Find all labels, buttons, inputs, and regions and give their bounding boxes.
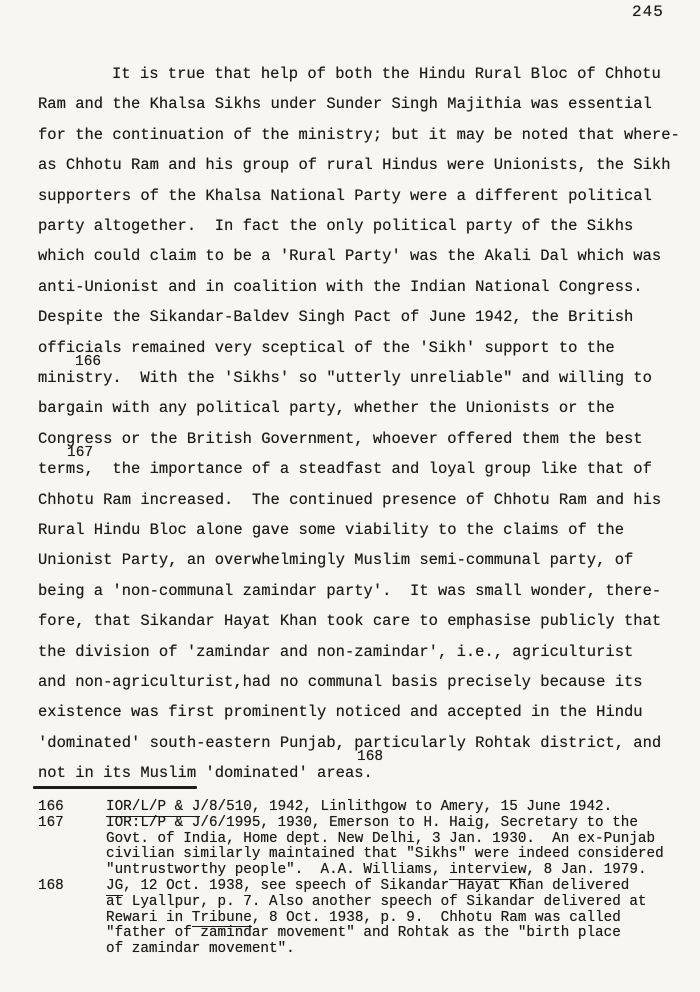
body-line — [38, 277, 643, 297]
footnote-line — [38, 942, 295, 957]
underlined-citation: interview — [449, 862, 527, 879]
footnote-line — [38, 911, 621, 926]
body-line-text: 'dominated' south-eastern Punjab, particularly Rohtak district, and — [38, 733, 662, 752]
footnote-line — [38, 847, 664, 862]
footnote-number: 168 — [38, 878, 64, 894]
footnote-line — [38, 863, 647, 878]
body-line — [112, 64, 661, 84]
body-line — [38, 550, 633, 570]
body-line-text: supporters of the Khalsa National Party were a different political — [38, 186, 652, 205]
body-line — [38, 581, 661, 601]
body-line-text: Despite the Sikandar-Baldev Singh Pact of June 1942, the British — [38, 308, 634, 327]
footnote-text: at Lyallpur, p. 7. Also another speech of Sikandar delivered at — [106, 893, 647, 910]
body-line — [38, 749, 384, 783]
footnote-number: 166 — [38, 799, 64, 815]
body-line — [38, 338, 615, 358]
body-line-text: It is true that help of both the Hindu Rural Bloc of Chhotu — [112, 65, 661, 83]
footnote-text: of zamindar movement". — [106, 941, 295, 958]
footnote-line — [38, 926, 621, 941]
body-line — [38, 354, 652, 388]
body-line-text: terms, the importance of a steadfast and loyal group like that of — [38, 460, 652, 479]
body-line-text: bargain with any political party, whether the Unionists or the — [38, 399, 615, 418]
body-line-text: being a 'non-communal zamindar party'. It was small wonder, there- — [38, 581, 662, 600]
body-line — [38, 520, 624, 540]
body-line — [38, 216, 633, 236]
footnote-separator-line — [33, 786, 197, 789]
body-line — [38, 672, 643, 692]
body-line-text: fore, that Sikandar Hayat Khan took care to emphasise publicly that — [38, 612, 662, 631]
body-line — [38, 490, 661, 510]
underlined-citation: IOR/L/P & J — [106, 799, 201, 815]
body-line-text: party altogether. In fact the only political party of the Sikhs — [38, 217, 634, 235]
body-line-text: Rural Hindu Bloc alone gave some viability to the claims of the — [38, 521, 624, 539]
body-line-text: anti-Unionist and in coalition with the Indian National Congress. — [38, 277, 643, 296]
body-line — [38, 429, 643, 449]
body-line — [38, 94, 652, 114]
body-line — [38, 702, 643, 722]
footnote-text: civilian similarly maintained that "Sikhs" were indeed considered — [106, 846, 664, 863]
page-number: 245 — [632, 3, 664, 21]
footnote-line — [38, 816, 638, 831]
body-line — [38, 307, 633, 327]
footnote-number: 167 — [38, 814, 64, 831]
underlined-citation: JG — [106, 878, 124, 894]
body-line — [38, 155, 671, 175]
body-line — [38, 642, 633, 662]
footnote-marker: 168 — [357, 749, 384, 766]
body-line-text: Chhotu Ram increased. The continued presence of Chhotu Ram and his — [38, 490, 662, 509]
body-line-text: Unionist Party, an overwhelmingly Muslim semi-communal party, of — [38, 551, 634, 570]
body-line — [38, 398, 615, 418]
body-line-text: Congress or the British Government, whoever offered them the best — [38, 429, 643, 448]
body-line-text: the division of 'zamindar and non-zamindar', i.e., agriculturist — [38, 642, 634, 661]
body-line-text: Ram and the Khalsa Sikhs under Sunder Singh Majithia was essential — [38, 95, 652, 114]
body-line — [38, 186, 652, 206]
footnote-line — [38, 879, 629, 894]
footnote-text: Govt. of India, Home dept. New Delhi, 3 Jan. 1930. An ex-Punjab — [106, 830, 656, 847]
footnote-line — [38, 895, 647, 910]
footnote-text: , 12 Oct. 1938, see speech of Sikandar Hayat Khan delivered — [123, 878, 630, 894]
body-line-text: officials remained very sceptical of the 'Sikh' support to the — [38, 338, 615, 357]
footnote-marker: 166 — [75, 354, 102, 370]
body-line — [38, 445, 652, 479]
footnote-line — [38, 800, 612, 815]
body-line — [38, 733, 661, 753]
footnote-text: , 8 Oct. 1938, p. 9. Chhotu Ram was called — [251, 909, 621, 926]
body-line-text: which could claim to be a 'Rural Party' was the Akali Dal which was — [38, 247, 662, 266]
footnote-text: "untrustworthy people". A.A. Williams, — [106, 862, 450, 879]
body-line — [38, 611, 661, 631]
footnote-text: "father of zamindar movement" and Rohtak as the "birth place — [106, 925, 621, 942]
footnote-text: , 8 Jan. 1979. — [526, 862, 647, 879]
body-line-text: not in its Muslim 'dominated' areas. — [38, 764, 373, 783]
body-line-text: as Chhotu Ram and his group of rural Hindus were Unionists, the Sikh — [38, 156, 671, 175]
body-line-text: and non-agriculturist,had no communal basis precisely because its — [38, 673, 643, 691]
footnote-text: Rewari in — [106, 909, 192, 926]
body-line-text: for the continuation of the ministry; but it may be noted that where- — [38, 125, 680, 144]
footnote-marker: 167 — [67, 445, 94, 462]
body-line-text: ministry. With the 'Sikhs' so "utterly unreliable" and willing to — [38, 369, 652, 387]
underlined-citation: Tribune — [191, 909, 252, 926]
body-line-text: existence was first prominently noticed and accepted in the Hindu — [38, 703, 643, 722]
body-line — [38, 246, 661, 266]
footnote-text: /8/510, 1942, Linlithgow to Amery, 15 June 1942. — [200, 799, 613, 815]
body-line — [38, 125, 680, 145]
footnote-text: IOR:L/P & J/6/1995, 1930, Emerson to H. Haig, Secretary to the — [106, 814, 638, 831]
footnote-line — [38, 832, 655, 847]
